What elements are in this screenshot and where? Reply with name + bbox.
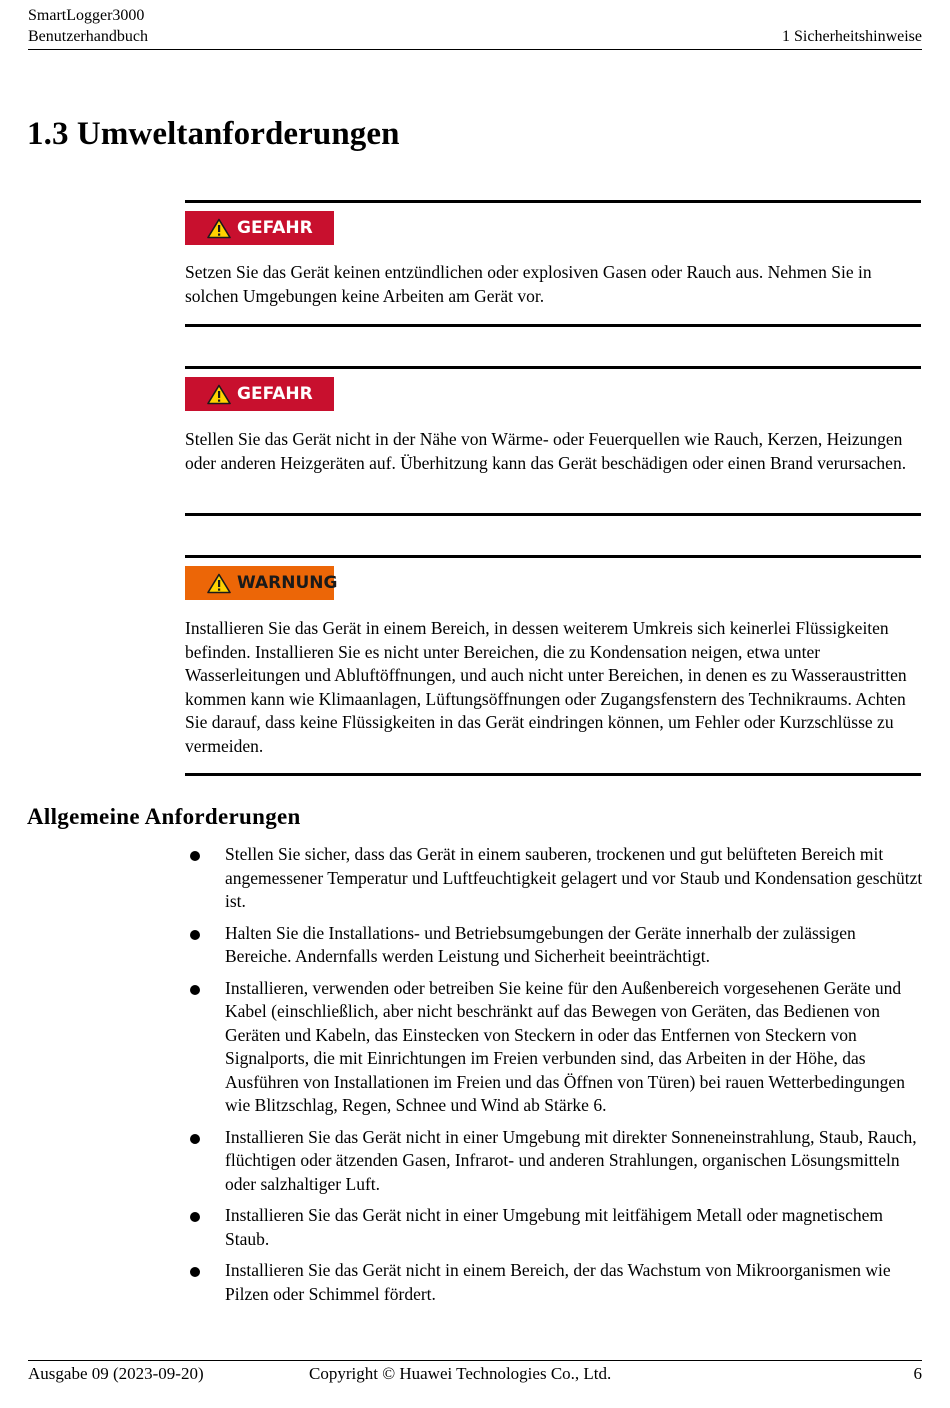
bullet-icon bbox=[190, 985, 200, 995]
list-item bbox=[185, 1126, 925, 1197]
notice-text: Installieren Sie das Gerät in einem Bereich, in dessen weiterem Umkreis sich keinerlei Flüssigkeiten befinden. Installieren Sie es nicht unter Bereichen, die zu Kondensation neigen, etwa unter Wasserleitungen und Abluftöffnungen, und auch nicht unter Bereichen, in denen es zu Wasseraustritten kommen kann wie Klimaanlagen, Lüftungsöffnungen oder Zugangsfenstern des Technikraums. Achten Sie darauf, dass keine Flüssigkeiten in das Gerät eindringen können, um Fehler oder Kurzschlüsse zu vermeiden. bbox=[185, 618, 907, 756]
list-item bbox=[185, 977, 925, 1118]
list-item-text: Installieren, verwenden oder betreiben Sie keine für den Außenbereich vorgesehenen Geräte und Kabel (einschließlich, aber nicht beschränkt auf das Bewegen von Geräten, das Bedienen von Geräten und Kabeln, das Einstecken von Steckern in oder das Entfernen von Steckern von Signalports, die mit Einrichtungen im Freien verbunden sind, das Arbeiten in der Höhe, das Ausführen von Installationen im Freien und das Öffnen von Türen) bei rauen Wetterbedingungen wie Blitzschlag, Regen, Schnee und Wind ab Stärke 6. bbox=[225, 977, 905, 1115]
badge-label: GEFAHR bbox=[237, 218, 313, 238]
document-type: Benutzerhandbuch bbox=[28, 28, 148, 45]
list-item bbox=[185, 843, 925, 914]
badge-label: WARNUNG bbox=[237, 573, 338, 593]
list-item bbox=[185, 922, 925, 969]
warning-badge bbox=[185, 566, 338, 600]
danger-badge bbox=[185, 211, 334, 245]
danger-notice-1 bbox=[185, 200, 921, 327]
page-header bbox=[28, 5, 922, 50]
section-heading: Allgemeine Anforderungen bbox=[27, 804, 301, 829]
product-name: SmartLogger3000 bbox=[28, 7, 145, 24]
notice-text: Setzen Sie das Gerät keinen entzündlichen oder explosiven Gasen oder Rauch aus. Nehmen Sie in solchen Umgebungen keine Arbeiten am Gerät vor. bbox=[185, 262, 872, 306]
list-item-text: Stellen Sie sicher, dass das Gerät in einem sauberen, trockenen und gut belüfteten Bereich mit angemessener Temperatur und Luftfeuchtigkeit gelagert und vor Staub und Kondensation geschützt ist. bbox=[225, 844, 923, 911]
page-footer bbox=[28, 1360, 922, 1387]
bullet-icon bbox=[190, 930, 200, 940]
danger-notice-2 bbox=[185, 366, 921, 516]
badge-label: GEFAHR bbox=[237, 384, 313, 404]
list-item-text: Halten Sie die Installations- und Betriebsumgebungen der Geräte innerhalb der zulässigen Bereiche. Andernfalls werden Leistung und Sicherheit beeinträchtigt. bbox=[225, 922, 856, 966]
list-item bbox=[185, 1259, 925, 1306]
chapter-title: 1 Sicherheitshinweise bbox=[782, 28, 922, 45]
notice-text: Stellen Sie das Gerät nicht in der Nähe von Wärme- oder Feuerquellen wie Rauch, Kerzen, Heizungen oder anderen Heizgeräten auf. Überhitzung kann das Gerät beschädigen oder einen Brand verursachen. bbox=[185, 429, 907, 473]
warning-triangle-icon bbox=[207, 573, 231, 594]
page-title: 1.3 Umweltanforderungen bbox=[27, 116, 400, 152]
copyright-notice: Copyright © Huawei Technologies Co., Ltd. bbox=[309, 1364, 612, 1383]
bullet-icon bbox=[190, 1212, 200, 1222]
warning-notice bbox=[185, 555, 921, 776]
list-item-text: Installieren Sie das Gerät nicht in einem Bereich, der das Wachstum von Mikroorganismen wie Pilzen oder Schimmel fördert. bbox=[225, 1260, 891, 1304]
header-left bbox=[28, 5, 148, 47]
list-item-text: Installieren Sie das Gerät nicht in einer Umgebung mit direkter Sonneneinstrahlung, Staub, Rauch, flüchtigen oder ätzenden Gasen, Infrarot- und anderen Strahlungen, organischen Lösungsmitteln oder salzhaltiger Luft. bbox=[225, 1126, 917, 1194]
danger-badge bbox=[185, 377, 334, 411]
list-item bbox=[185, 1204, 925, 1251]
edition-info: Ausgabe 09 (2023-09-20) bbox=[28, 1364, 204, 1383]
page-number: 6 bbox=[913, 1364, 922, 1383]
warning-triangle-icon bbox=[207, 218, 231, 239]
warning-triangle-icon bbox=[207, 384, 231, 405]
bullet-icon bbox=[190, 851, 200, 861]
bullet-icon bbox=[190, 1267, 200, 1277]
requirements-list bbox=[185, 843, 925, 1314]
list-item-text: Installieren Sie das Gerät nicht in einer Umgebung mit leitfähigem Metall oder magnetischem Staub. bbox=[225, 1205, 883, 1249]
bullet-icon bbox=[190, 1134, 200, 1144]
